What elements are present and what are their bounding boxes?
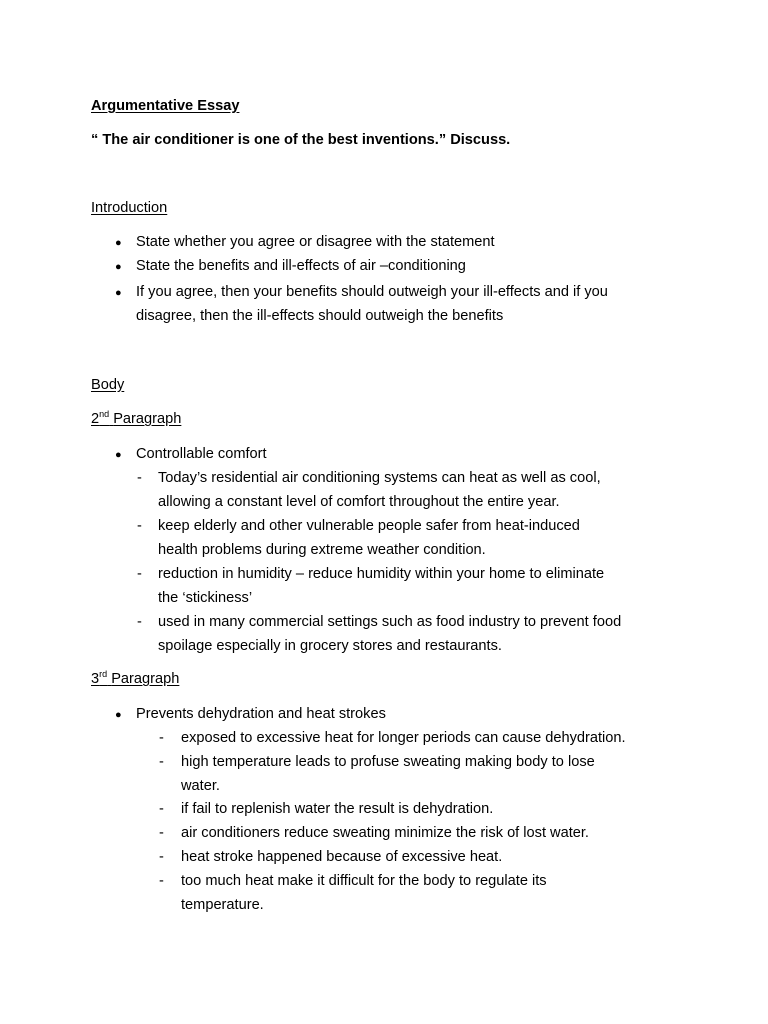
p2-item-3-line-2: the ‘stickiness’ xyxy=(158,590,253,606)
paragraph-3-ordinal-suffix: rd xyxy=(99,669,108,679)
p3-item-1: exposed to excessive heat for longer periods can cause dehydration. xyxy=(181,730,626,746)
p3-item-4: air conditioners reduce sweating minimize the risk of lost water. xyxy=(181,825,589,841)
dash-marker: - xyxy=(159,754,164,770)
p3-item-2-line-2: water. xyxy=(181,778,220,794)
p2-item-1-line-2: allowing a constant level of comfort throughout the entire year. xyxy=(158,494,560,510)
paragraph-2-heading xyxy=(91,407,181,431)
bullet-icon: ● xyxy=(115,449,122,461)
p2-item-2-line-2: health problems during extreme weather condition. xyxy=(158,542,486,558)
paragraph-2-label: Paragraph xyxy=(113,411,182,427)
dash-marker: - xyxy=(137,614,142,630)
dash-marker: - xyxy=(159,825,164,841)
intro-point-3-line-2: disagree, then the ill-effects should outweigh the benefits xyxy=(136,308,504,324)
intro-point-2: State the benefits and ill-effects of air –conditioning xyxy=(136,258,466,274)
p2-item-1-line-1: Today’s residential air conditioning systems can heat as well as cool, xyxy=(158,470,601,486)
body-heading: Body xyxy=(91,377,125,393)
dash-marker: - xyxy=(159,873,164,889)
p3-item-3: if fail to replenish water the result is dehydration. xyxy=(181,801,494,817)
dash-marker: - xyxy=(159,801,164,817)
intro-point-3-line-1: If you agree, then your benefits should outweigh your ill-effects and if you xyxy=(136,284,608,300)
dash-marker: - xyxy=(137,566,142,582)
bullet-icon: ● xyxy=(115,237,122,249)
paragraph-2-ordinal-suffix: nd xyxy=(99,409,110,419)
p2-item-3-line-1: reduction in humidity – reduce humidity within your home to eliminate xyxy=(158,566,605,582)
paragraph-3-label: Paragraph xyxy=(111,671,180,687)
paragraph-3-number: 3 xyxy=(91,671,100,687)
bullet-icon: ● xyxy=(115,709,122,721)
introduction-heading: Introduction xyxy=(91,200,168,216)
dash-marker: - xyxy=(159,730,164,746)
p2-item-4-line-1: used in many commercial settings such as food industry to prevent food xyxy=(158,614,622,630)
p3-bullet: Prevents dehydration and heat strokes xyxy=(136,706,386,722)
p3-item-5: heat stroke happened because of excessive heat. xyxy=(181,849,503,865)
intro-point-1: State whether you agree or disagree with the statement xyxy=(136,234,495,250)
p3-item-6-line-1: too much heat make it difficult for the body to regulate its xyxy=(181,873,547,889)
dash-marker: - xyxy=(137,518,142,534)
p2-item-2-line-1: keep elderly and other vulnerable people safer from heat-induced xyxy=(158,518,580,534)
paragraph-3-heading xyxy=(91,667,179,691)
bullet-icon: ● xyxy=(115,287,122,299)
p2-bullet: Controllable comfort xyxy=(136,446,267,462)
paragraph-2-number: 2 xyxy=(91,411,100,427)
essay-question: “ The air conditioner is one of the best inventions.” Discuss. xyxy=(91,132,511,148)
essay-type-heading: Argumentative Essay xyxy=(91,98,240,114)
bullet-icon: ● xyxy=(115,261,122,273)
p3-item-6-line-2: temperature. xyxy=(181,897,264,913)
p2-item-4-line-2: spoilage especially in grocery stores and restaurants. xyxy=(158,638,502,654)
dash-marker: - xyxy=(159,849,164,865)
p3-item-2-line-1: high temperature leads to profuse sweating making body to lose xyxy=(181,754,595,770)
dash-marker: - xyxy=(137,470,142,486)
